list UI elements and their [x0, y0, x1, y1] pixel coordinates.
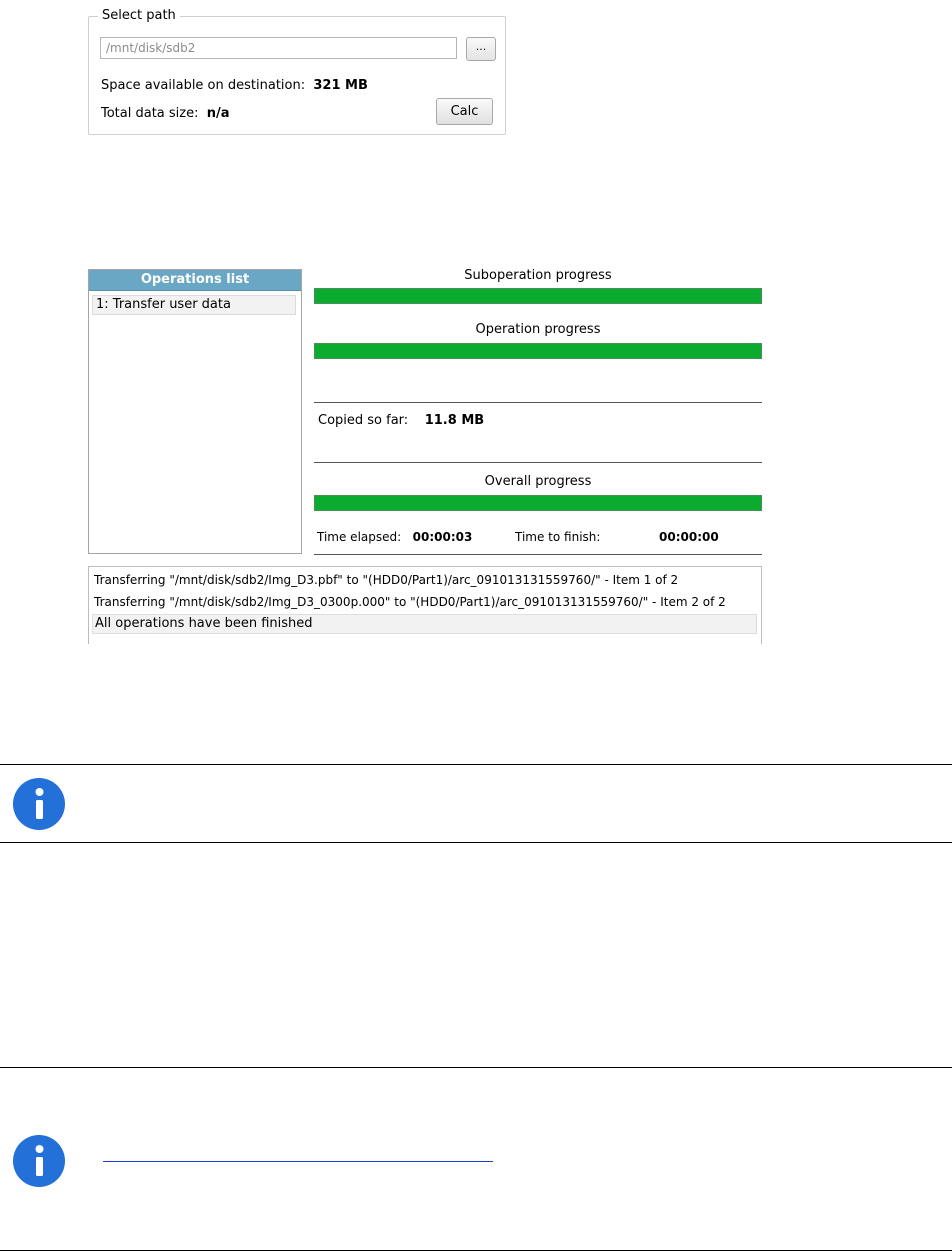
time-elapsed-row [317, 530, 472, 544]
divider [314, 554, 762, 555]
total-data-row [101, 106, 230, 121]
time-to-finish-value: 00:00:00 [659, 530, 719, 544]
calc-button[interactable]: Calc [436, 98, 493, 125]
info-icon [13, 1135, 65, 1187]
overall-progress-label: Overall progress [484, 474, 592, 489]
log-line: Transferring "/mnt/disk/sdb2/Img_D3_0300p.000" to "(HDD0/Part1)/arc_091013131559760/" - Item 2 of 2 [94, 595, 726, 609]
suboperation-progress-bar [314, 288, 762, 304]
space-available-value: 321 MB [313, 78, 368, 93]
overall-progress-track [314, 495, 762, 511]
divider [314, 462, 762, 463]
operation-progress-bar [314, 343, 762, 359]
select-path-legend: Select path [98, 8, 180, 23]
operations-list-header: Operations list [89, 270, 301, 291]
info-icon [13, 778, 65, 830]
operation-progress-track [314, 343, 762, 359]
suboperation-progress-track [314, 288, 762, 304]
browse-button[interactable]: ... [466, 37, 496, 61]
log-final-line: All operations have been finished [92, 614, 757, 634]
time-to-finish-label: Time to finish: [515, 530, 601, 544]
callout-bottom-rule [0, 842, 952, 843]
space-available-row [101, 78, 368, 93]
divider [314, 402, 762, 403]
copied-row [318, 413, 484, 428]
total-data-value: n/a [206, 106, 230, 121]
time-elapsed-label: Time elapsed: [317, 530, 402, 544]
operation-progress-label: Operation progress [475, 322, 601, 337]
time-elapsed-value: 00:00:03 [412, 530, 473, 544]
path-input[interactable]: /mnt/disk/sdb2 [100, 37, 457, 59]
overall-progress-bar [314, 495, 762, 511]
callout-top-rule [0, 1067, 952, 1068]
copied-value: 11.8 MB [424, 413, 485, 428]
callout-top-rule [0, 764, 952, 765]
suboperation-progress-label: Suboperation progress [464, 268, 612, 283]
callout-bottom-rule [0, 1250, 952, 1251]
total-data-label: Total data size: [101, 106, 199, 121]
space-available-label: Space available on destination: [101, 78, 306, 93]
copied-label: Copied so far: [318, 413, 409, 428]
info-link-underline[interactable] [103, 1161, 493, 1162]
log-line: Transferring "/mnt/disk/sdb2/Img_D3.pbf" to "(HDD0/Part1)/arc_091013131559760/" - Item 1 of 2 [94, 573, 679, 587]
operation-item[interactable]: 1: Transfer user data [92, 295, 296, 315]
